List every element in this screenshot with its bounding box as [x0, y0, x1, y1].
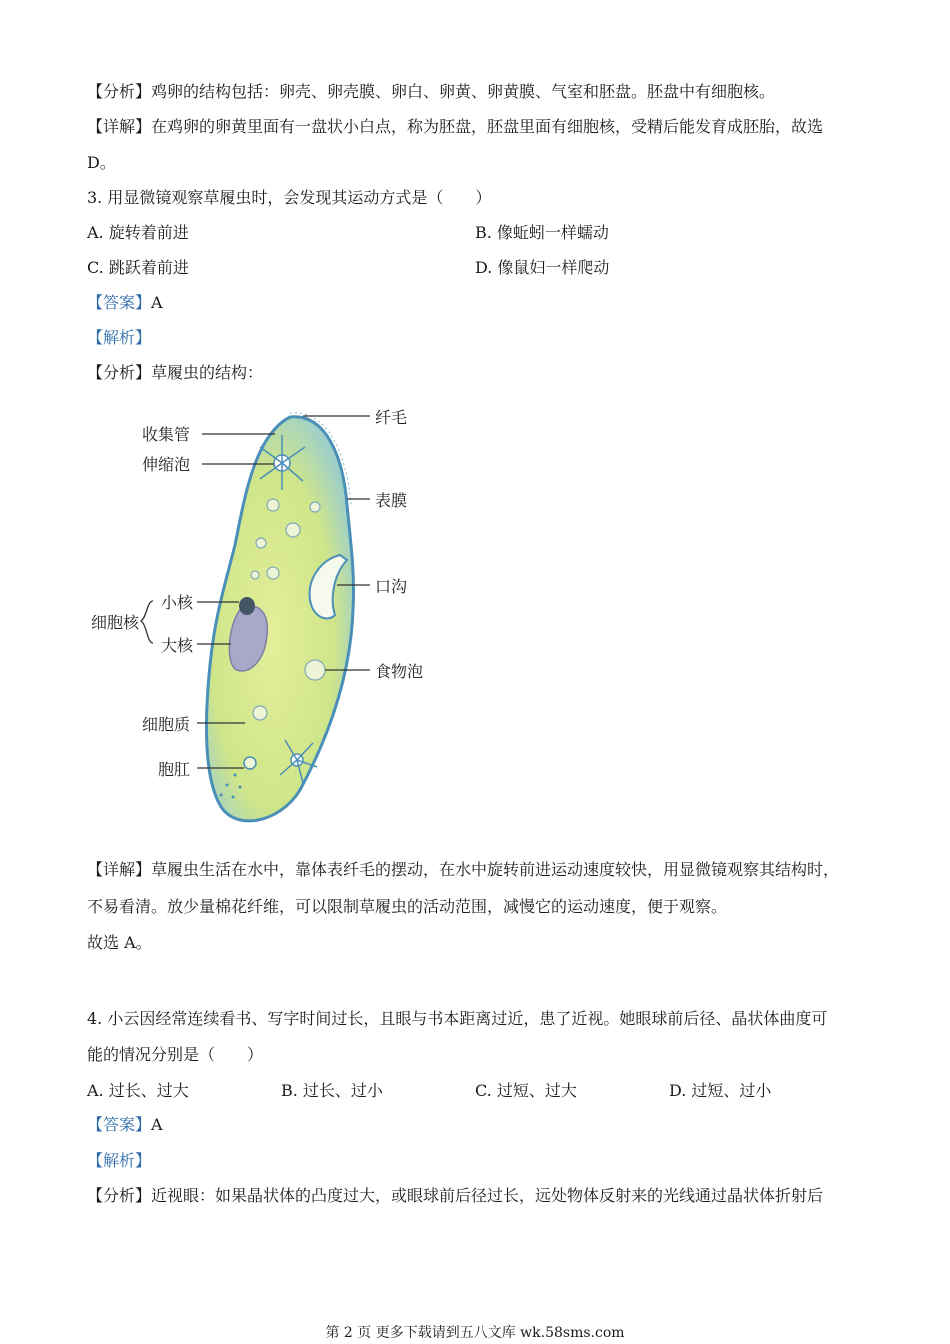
question-3-stem: 3. 用显微镜观察草履虫时，会发现其运动方式是（ ）	[87, 188, 492, 207]
paramecium-figure	[85, 395, 445, 835]
label-food-vacuole: 食物泡	[375, 662, 424, 681]
page-footer: 第 2 页 更多下载请到五八文库 wk.58sms.com	[325, 1325, 625, 1341]
answer-value: A	[151, 1115, 163, 1134]
answer-tag: 【答案】	[87, 1115, 152, 1134]
label-anal-pore: 胞肛	[158, 760, 191, 779]
q3-detail-line-3: 故选 A。	[87, 933, 152, 952]
q3-option-c: C. 跳跃着前进	[87, 258, 189, 277]
q3-option-a: A. 旋转着前进	[87, 223, 189, 242]
q4-option-d: D. 过短、过小	[669, 1081, 772, 1100]
anal-pore-shape	[244, 757, 256, 769]
q4-answer	[87, 1115, 163, 1135]
q3-detail-line-1: 【详解】草履虫生活在水中，靠体表纤毛的摆动，在水中旋转前进运动速度较快，用显微镜观察其结构时，	[87, 860, 840, 879]
label-cytoplasm: 细胞质	[142, 715, 191, 734]
label-oral-groove: 口沟	[375, 577, 408, 596]
detail-line-2: D。	[87, 153, 116, 172]
analysis-line-1: 【分析】鸡卵的结构包括：卵壳、卵壳膜、卵白、卵黄、卵黄膜、气室和胚盘。胚盘中有细胞核。	[87, 82, 776, 101]
q3-analysis: 【分析】草履虫的结构：	[87, 363, 264, 382]
q4-jiexi-tag: 【解析】	[87, 1151, 152, 1170]
answer-value: A	[151, 293, 163, 312]
q4-analysis: 【分析】近视眼：如果晶状体的凸度过大，或眼球前后径过长，远处物体反射来的光线通过晶状体折射后	[87, 1186, 824, 1205]
label-contractile-vacuole: 伸缩泡	[142, 455, 191, 474]
label-nucleus: 细胞核	[91, 613, 140, 632]
q4-option-a: A. 过长、过大	[87, 1081, 189, 1100]
paramecium-body	[206, 417, 353, 821]
question-4-stem-1: 4. 小云因经常连续看书、写字时间过长，且眼与书本距离过近，患了近视。她眼球前后径、晶状体曲度可	[87, 1009, 828, 1028]
label-micronucleus: 小核	[161, 593, 194, 612]
answer-tag: 【答案】	[87, 293, 152, 312]
q3-option-b: B. 像蚯蚓一样蠕动	[475, 223, 609, 242]
label-pellicle: 表膜	[375, 491, 408, 510]
q3-answer	[87, 293, 163, 313]
q3-jiexi-tag: 【解析】	[87, 328, 152, 347]
detail-line-1: 【详解】在鸡卵的卵黄里面有一盘状小白点，称为胚盘，胚盘里面有细胞核，受精后能发育成胚胎，故选	[87, 117, 824, 136]
q3-option-d: D. 像鼠妇一样爬动	[475, 258, 610, 277]
q3-detail-line-2: 不易看清。放少量棉花纤维，可以限制草履虫的活动范围，减慢它的运动速度，便于观察。	[87, 897, 728, 916]
label-cilia: 纤毛	[375, 408, 408, 427]
question-4-stem-2: 能的情况分别是（ ）	[87, 1045, 264, 1064]
label-macronucleus: 大核	[161, 636, 194, 655]
q4-option-b: B. 过长、过小	[281, 1081, 383, 1100]
q4-option-c: C. 过短、过大	[475, 1081, 577, 1100]
micronucleus-shape	[239, 597, 255, 615]
label-collecting-tube: 收集管	[142, 425, 191, 444]
